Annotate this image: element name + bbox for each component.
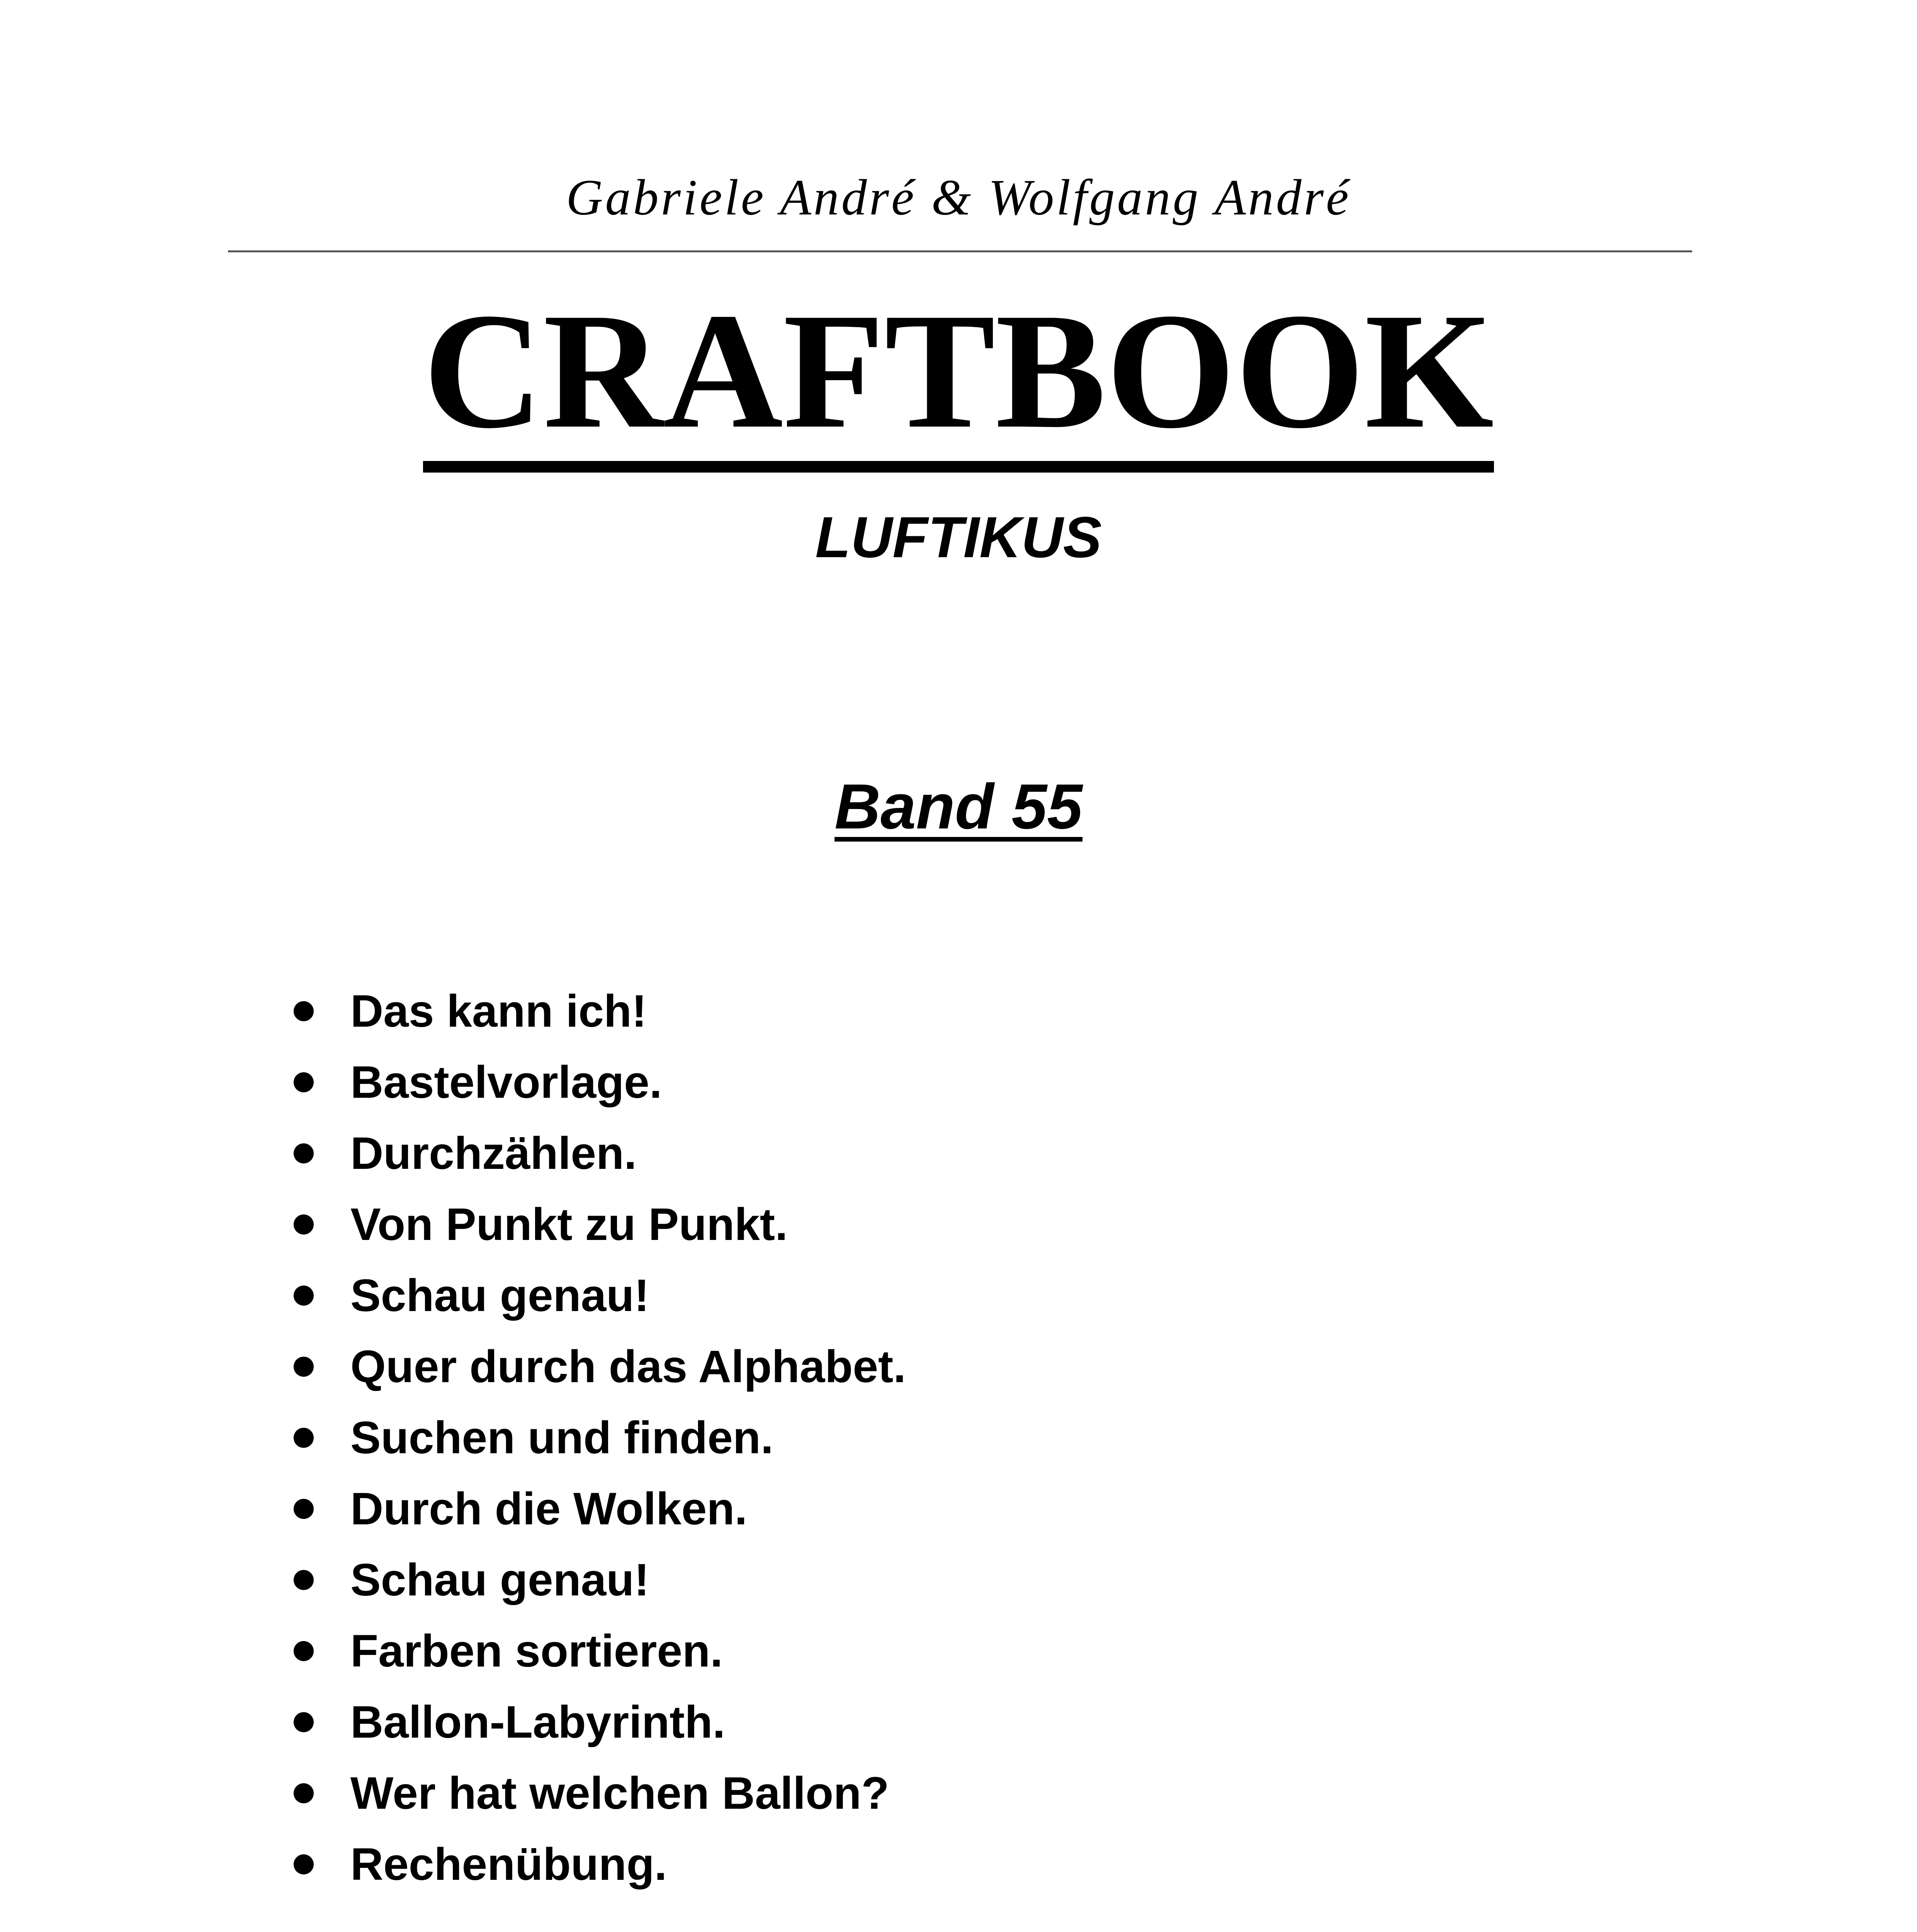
list-item-text: Rechenübung. [350, 1839, 667, 1890]
bullet-icon [294, 1286, 314, 1306]
bullet-icon [294, 1143, 314, 1163]
bullet-icon [294, 1641, 314, 1661]
book-subtitle: LUFTIKUS [815, 505, 1102, 570]
volume-label-text: Band 55 [834, 771, 1083, 842]
list-item-text: Durch die Wolken. [350, 1483, 748, 1534]
list-item [294, 1331, 906, 1402]
bullet-icon [294, 1783, 314, 1803]
bullet-icon [294, 1214, 314, 1235]
bullet-icon [294, 1001, 314, 1021]
list-item [294, 1402, 906, 1473]
bullet-icon [294, 1570, 314, 1590]
list-item-text: Farben sortieren. [350, 1626, 723, 1677]
list-item-text: Ballon-Labyrinth. [350, 1697, 726, 1748]
list-item [294, 1118, 906, 1189]
list-item [294, 1260, 906, 1331]
authors-header: Gabriele André & Wolfgang André [566, 169, 1351, 226]
list-item-text: Bastelvorlage. [350, 1057, 662, 1108]
list-item-text: Das kann ich! [350, 986, 647, 1037]
kite-illustration [649, 1917, 1329, 1932]
list-item [294, 1829, 906, 1900]
list-item [294, 1616, 906, 1687]
bullet-icon [294, 1499, 314, 1519]
book-title [0, 279, 1917, 473]
volume-label [0, 771, 1917, 842]
list-item-text: Von Punkt zu Punkt. [350, 1199, 788, 1250]
list-item [294, 976, 906, 1047]
contents-list [294, 976, 906, 1900]
list-item [294, 1544, 906, 1616]
list-item-text: Schau genau! [350, 1270, 649, 1321]
list-item [294, 1758, 906, 1829]
list-item-text: Quer durch das Alphabet. [350, 1341, 906, 1392]
list-item-text: Wer hat welchen Ballon? [350, 1768, 889, 1819]
list-item-text: Durchzählen. [350, 1128, 637, 1179]
header-rule [228, 250, 1692, 252]
list-item [294, 1473, 906, 1544]
list-item [294, 1687, 906, 1758]
list-item [294, 1047, 906, 1118]
bullet-icon [294, 1428, 314, 1448]
list-item [294, 1189, 906, 1260]
list-item-text: Suchen und finden. [350, 1412, 773, 1463]
book-title-text: CRAFTBOOK [423, 288, 1494, 473]
bullet-icon [294, 1072, 314, 1092]
bullet-icon [294, 1712, 314, 1732]
bullet-icon [294, 1854, 314, 1874]
bullet-icon [294, 1357, 314, 1377]
list-item-text: Schau genau! [350, 1554, 649, 1605]
